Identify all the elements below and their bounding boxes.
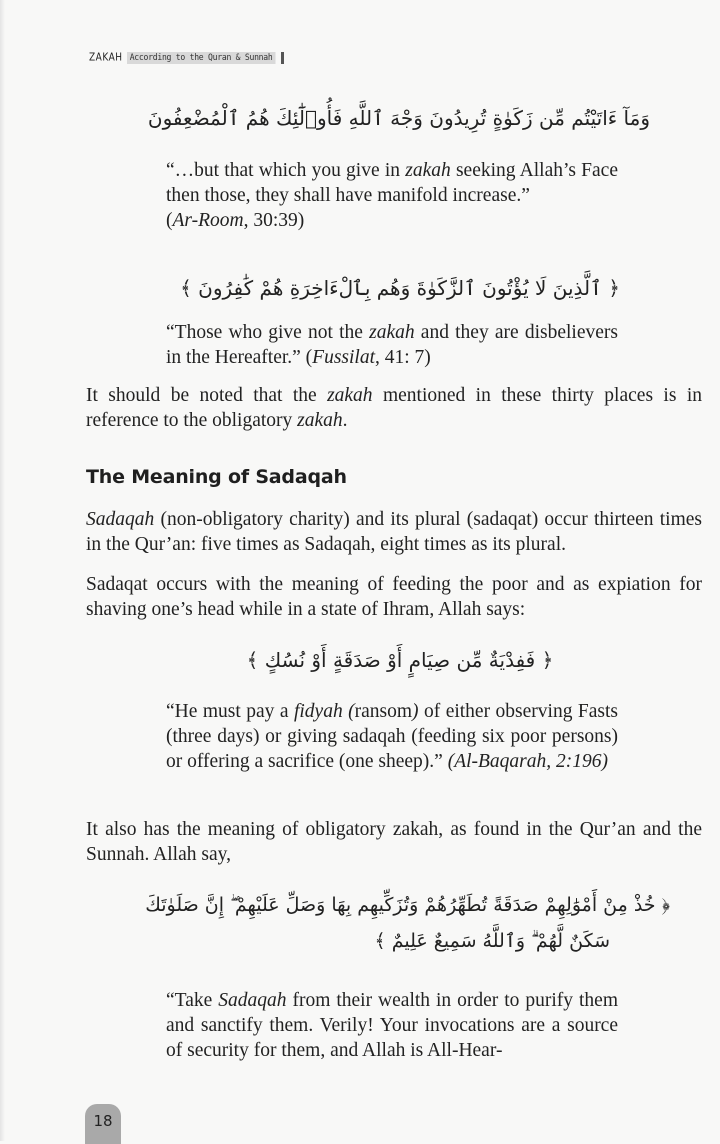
- quote-al-baqarah: [166, 699, 618, 774]
- quote-text: “…but that which you give in: [166, 160, 406, 181]
- paragraph-sadaqat-meaning: Sadaqat occurs with the meaning of feeding the poor and as expiation for shaving one’s head while in a state of Ihram, Allah says:: [86, 574, 702, 620]
- verse-reference: , 41: 7): [375, 347, 431, 368]
- surah-name: Ar-Room: [172, 210, 244, 231]
- quote-text: from their wealth in order to purify them and sanctify them. Verily! Your invocations are a source of security for them, and Allah is All-Hear-: [166, 990, 619, 1061]
- quote-fussilat: [166, 320, 618, 370]
- paragraph-emphasis: zakah: [297, 410, 343, 431]
- page-number-tab: [85, 1104, 121, 1144]
- paragraph-text: (non-obligatory charity) and its plural (sadaqat) occur thirteen times in the Qur’an: five times as Sadaqah, eight times as its plural.: [86, 509, 702, 555]
- quote-text: “Take: [166, 990, 219, 1011]
- quote-ar-room: “…but that which you give in zakah seeking Allah’s Face then those, they shall have manifold increase.” (Ar-Room, 30:39): [166, 160, 618, 231]
- paragraph-obligatory-zakah: It also has the meaning of obligatory zakah, as found in the Qur’an and the Sunnah. Allah say,: [86, 819, 702, 865]
- verse-reference: , 30:39): [243, 210, 305, 231]
- paragraph-obligatory-note: [86, 383, 702, 433]
- paragraph-emphasis: Sadaqah: [86, 509, 155, 530]
- quote-text: ransom: [354, 701, 413, 722]
- quote-text: seeking Allah’s Face then those, they shall have manifold increase.”: [166, 160, 618, 206]
- book-title: According to the Quran & Sunnah: [127, 52, 275, 64]
- paragraph-text: mentioned in these thirty places is in reference to the obligatory: [86, 385, 702, 431]
- quote-at-tawbah: [166, 988, 618, 1063]
- arabic-verse-at-tawbah-line1: ﴿ خُذْ مِنْ أَمْوَٰلِهِمْ صَدَقَةً تُطَهِّرُهُمْ وَتُزَكِّيهِم بِهَا وَصَلِّ عَلَيْهِمْ ۖ إِنَّ صَلَوٰتَكَ: [145, 894, 670, 916]
- quote-emphasis: ): [412, 701, 419, 722]
- quote-text: of either observing Fasts (three days) or giving sadaqah (feeding six poor persons) or offering a sacrifice (one sheep).”: [166, 701, 618, 772]
- arabic-verse-ar-room: وَمَآ ءَاتَيْتُم مِّن زَكَوٰةٍ تُرِيدُونَ وَجْهَ ٱللَّهِ فَأُو۟لَٰٓئِكَ هُمُ ٱلْمُضْعِفُونَ: [147, 106, 650, 130]
- quote-text: and they are disbelievers in the Hereafter.” (: [166, 322, 618, 368]
- arabic-verse-fussilat: ﴿ ٱلَّذِينَ لَا يُؤْتُونَ ٱلزَّكَوٰةَ وَهُم بِٱلْءَاخِرَةِ هُمْ كَٰفِرُونَ ﴾: [180, 276, 620, 300]
- quote-emphasis: fidyah (: [293, 701, 355, 722]
- quote-emphasis: zakah: [405, 160, 451, 181]
- quote-emphasis: zakah: [369, 322, 415, 343]
- paragraph-text: .: [342, 410, 348, 431]
- paragraph-emphasis: zakah: [327, 385, 373, 406]
- section-heading: The Meaning of Sadaqah: [86, 466, 347, 488]
- quote-emphasis: Sadaqah: [218, 990, 287, 1011]
- running-header: [89, 52, 284, 64]
- quote-text: “He must pay a: [166, 701, 294, 722]
- arabic-verse-al-baqarah: ﴿ فَفِدْيَةٌ مِّن صِيَامٍ أَوْ صَدَقَةٍ أَوْ نُسُكٍ ﴾: [246, 648, 554, 672]
- arabic-verse-at-tawbah-line2: سَكَنٌ لَّهُمْ ۗ وَٱللَّهُ سَمِيعٌ عَلِيمٌ ﴾: [374, 930, 610, 952]
- book-logo: ZAKAH: [89, 52, 123, 64]
- page-number: 18: [93, 1112, 113, 1130]
- surah-name: Fussilat: [312, 347, 376, 368]
- paragraph-sadaqah-definition: [86, 507, 702, 557]
- quote-text: “Those who give not the: [166, 322, 370, 343]
- paragraph-text: It should be noted that the: [86, 385, 328, 406]
- page-edge-shadow: [0, 0, 5, 1141]
- verse-reference: (Al-Baqarah, 2:196): [447, 751, 609, 772]
- header-bar-mark: [281, 52, 284, 64]
